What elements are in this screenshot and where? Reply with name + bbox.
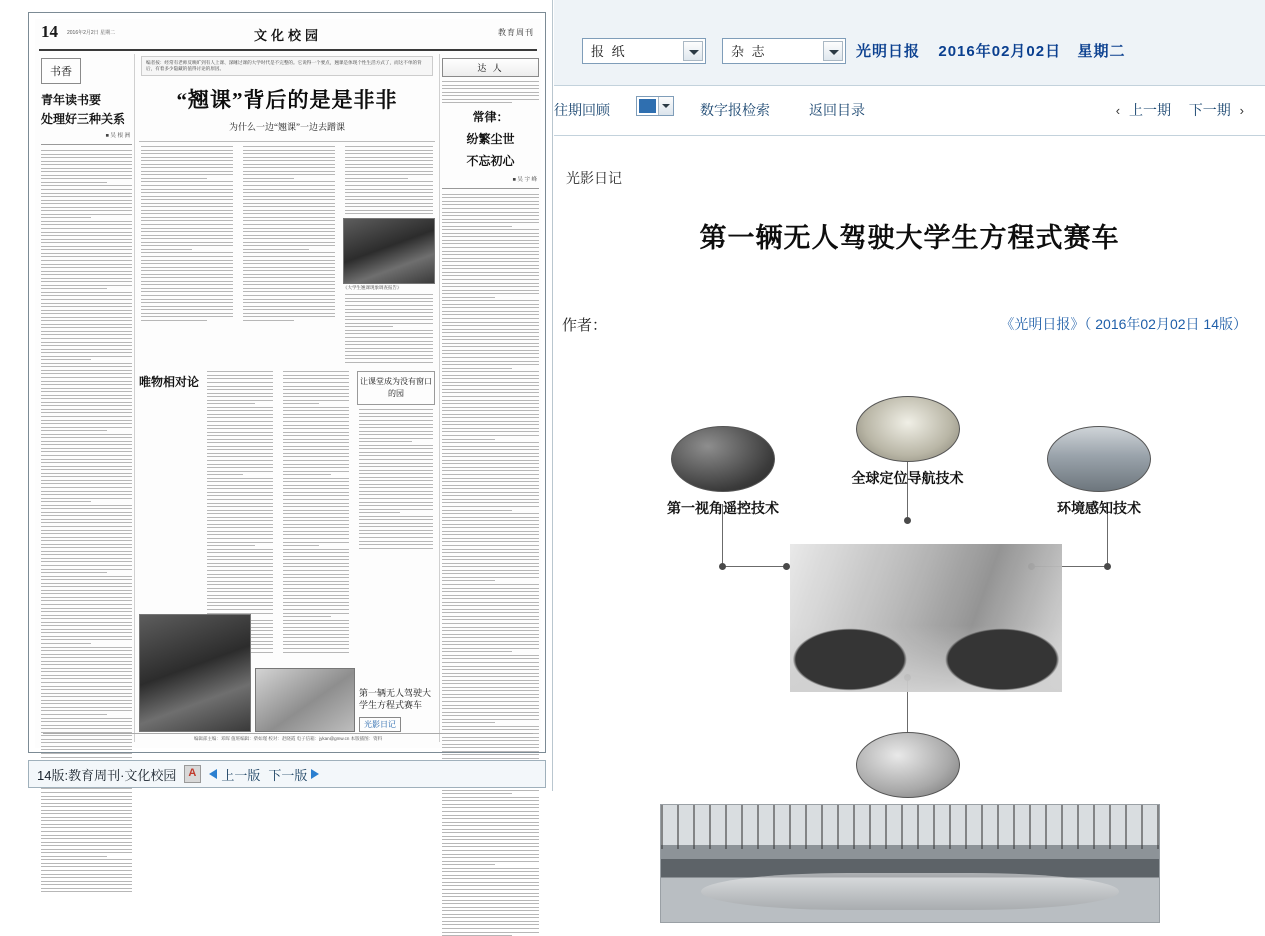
figure-node-label: 全球定位导航技术 — [851, 470, 964, 486]
tool-bar — [554, 86, 1265, 136]
newspaper-bottom-caption: 第一辆无人驾驶大学生方程式赛车 — [359, 688, 432, 710]
chevron-down-icon[interactable] — [658, 97, 673, 115]
newspaper-photo-road — [139, 614, 251, 732]
connector-line — [722, 566, 786, 567]
connector-dot — [719, 563, 726, 570]
newspaper-col-a — [139, 146, 235, 365]
newspaper-right-head: 达 人 — [442, 58, 539, 77]
masthead-weekday: 星期二 — [1077, 43, 1126, 60]
prev-issue-link[interactable]: 上一期 — [1128, 102, 1171, 118]
article-pane — [554, 0, 1265, 791]
node-illustration — [671, 426, 775, 492]
newspaper-center-column — [139, 54, 435, 742]
newspaper-col-e — [281, 371, 351, 655]
newspaper-bottom-stamp: 光影日记 — [359, 717, 401, 732]
figure-node-label: 环境感知技术 — [1057, 500, 1141, 516]
newspaper-right-column — [439, 54, 541, 742]
newspaper-left-column — [39, 54, 135, 742]
newspaper-supplement-name: 教育周刊 — [498, 28, 534, 37]
newspaper-mid-block-title: 唯物相对论 — [139, 375, 200, 390]
masthead-info — [856, 40, 1125, 61]
newspaper-kicker: 编者按：经常有老师反映旷到有人上课、深睡过课的大学时代是不完整的。它说得一个要点，翘课是体现个性生活方式了，而这不单的背后，有着多少隐藏的值得讨论的原因。 — [141, 56, 433, 76]
figure-node-gps — [805, 396, 1010, 488]
paper-select-value: 报 纸 — [591, 44, 627, 59]
magazine-select[interactable] — [722, 38, 846, 64]
breadcrumb[interactable]: 光影日记 — [566, 170, 622, 186]
history-date-value[interactable] — [639, 99, 656, 113]
newspaper-preview-pane — [0, 0, 553, 791]
next-page-arrow-icon[interactable] — [311, 769, 319, 779]
newspaper-page-content — [35, 19, 541, 748]
newspaper-photo-classroom — [343, 218, 435, 284]
newspaper-right-title-3: 不忘初心 — [466, 153, 515, 168]
connector-dot — [904, 517, 911, 524]
figure-node-label: 第一视角遥控技术 — [667, 500, 779, 516]
article-figure — [562, 344, 1262, 784]
article-source: 《光明日报》（ 2016年02月02日 14版） — [1000, 316, 1247, 332]
newspaper-right-title-2: 纷繁尘世 — [466, 131, 515, 146]
newspaper-column-logo: 书香 — [41, 58, 81, 84]
node-illustration — [1047, 426, 1151, 492]
newspaper-section-title: 文化校园 — [253, 28, 323, 43]
newspaper-lead-title-2: 处理好三种关系 — [41, 112, 126, 126]
newspaper-date-line: 2016年2月2日 星期二 — [67, 30, 116, 36]
top-bar — [554, 0, 1265, 86]
prev-page-link[interactable]: 上一版 — [221, 767, 261, 783]
newspaper-three-columns — [139, 142, 435, 365]
newspaper-body — [39, 54, 537, 744]
newspaper-col-d — [205, 371, 275, 655]
magazine-select-value: 杂 志 — [731, 44, 767, 59]
back-to-toc-link[interactable]: 返回目录 — [809, 102, 865, 118]
newspaper-page-image[interactable] — [28, 12, 546, 753]
newspaper-subhead: 为什么一边“翘课”一边去蹭课 — [229, 122, 345, 132]
newspaper-photo-car-diagram — [255, 668, 355, 732]
newspaper-masthead — [39, 21, 537, 51]
autonomous-race-car-photo — [790, 544, 1062, 692]
newspaper-col-b — [241, 146, 337, 365]
chevron-left-icon[interactable]: ‹ — [1115, 103, 1121, 118]
newspaper-headline: “翘课”背后的是是非非 — [176, 88, 398, 112]
connector-dot — [1104, 563, 1111, 570]
newspaper-photo-caption: 《大学生翘课现象调查报告》 — [343, 285, 402, 291]
history-link[interactable]: 往期回顾 — [554, 102, 610, 118]
newspaper-right-text-block — [440, 194, 541, 936]
node-illustration — [856, 732, 960, 798]
node-illustration — [856, 396, 960, 462]
digital-search-link[interactable]: 数字报检索 — [700, 102, 770, 118]
page-status-bar — [28, 760, 546, 788]
article-body — [554, 136, 1265, 791]
history-date-combo[interactable] — [636, 96, 674, 116]
issue-navigation — [1111, 100, 1249, 120]
current-page-label: 14版:教育周刊·文化校园 — [37, 767, 177, 783]
race-track-photo — [660, 804, 1160, 923]
newspaper-col-c — [343, 146, 435, 365]
masthead-paper-name: 光明日报 — [856, 43, 921, 60]
next-issue-link[interactable]: 下一期 — [1188, 102, 1231, 118]
page-title: 第一辆无人驾驶大学生方程式赛车 — [699, 223, 1120, 253]
connector-dot — [783, 563, 790, 570]
newspaper-lead-byline: ■ 吴 根 洲 — [105, 133, 130, 139]
newspaper-right-title-1: 常律： — [472, 109, 509, 124]
chevron-down-icon[interactable] — [683, 41, 703, 61]
newspaper-divider — [41, 144, 132, 145]
newspaper-sidebar-title: 让课堂成为没有窗口的园 — [357, 371, 435, 405]
author-label: 作者： — [562, 317, 608, 334]
pdf-download-icon[interactable] — [184, 765, 201, 783]
prev-page-arrow-icon[interactable] — [209, 769, 217, 779]
figure-node-perception — [999, 426, 1199, 518]
newspaper-footer: 编辑部主编：邓晖 值班编辑：柴如瑾 校对：赵晓霞 电子信箱：jykan@gmw.cn 本版插图：资料 — [43, 733, 533, 742]
figure-node-remote-control — [618, 426, 828, 518]
chevron-down-icon[interactable] — [823, 41, 843, 61]
newspaper-right-byline: ■ 吴 宇 峰 — [512, 176, 537, 183]
masthead-date: 2016年02月02日 — [938, 43, 1062, 60]
next-page-link[interactable]: 下一版 — [268, 767, 308, 783]
chevron-right-icon[interactable]: › — [1239, 103, 1244, 118]
paper-select[interactable] — [582, 38, 706, 64]
newspaper-lead-title-1: 青年读书要 — [41, 93, 102, 107]
newspaper-page-number: 14 — [41, 22, 58, 41]
newspaper-headline-band — [139, 54, 435, 142]
